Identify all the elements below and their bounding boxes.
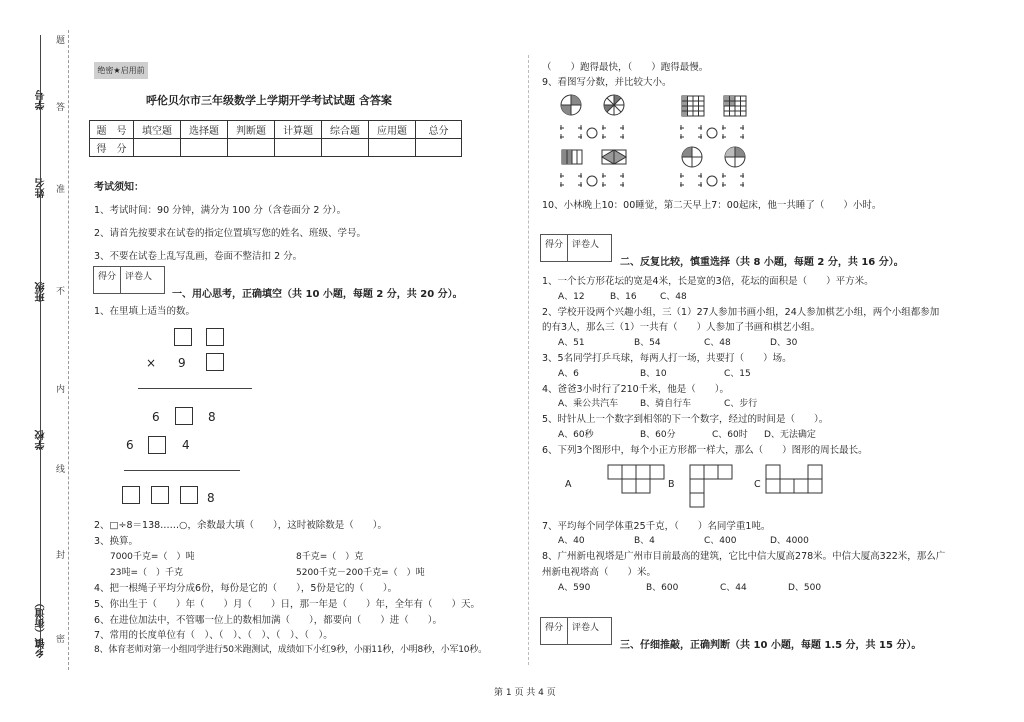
fraction-circle-2 — [604, 95, 624, 115]
score-row-label: 得 分 — [90, 139, 134, 157]
fraction-rect-1 — [562, 150, 582, 164]
scorer-score-label: 得分 — [94, 267, 121, 293]
s2-q8-opt-a: A、590 — [558, 583, 591, 593]
section3-title: 三、仔细推敲，正确判断（共 10 小题，每题 1.5 分，共 15 分）。 — [620, 640, 922, 651]
digit-6b: 6 — [126, 438, 134, 452]
score-table — [89, 120, 462, 157]
score-h0: 题 号 — [90, 121, 134, 139]
s2-q1-opt-c: C、48 — [660, 292, 687, 302]
shape-b — [690, 465, 732, 507]
s2-q2-opt-a: A、51 — [558, 338, 585, 348]
shape-a — [608, 465, 664, 493]
column-divider — [528, 55, 529, 665]
score-cell[interactable] — [134, 139, 181, 157]
scorer-box-2 — [540, 234, 612, 262]
s1-q7: 7、常用的长度单位有（ ）、（ ）、（ ）、（ ）、（ ）。 — [94, 630, 333, 641]
s2-q1-opt-a: A、12 — [558, 292, 585, 302]
s1-q1: 1、在里填上适当的数。 — [94, 306, 196, 317]
margin-town: 乡镇（街道） — [36, 598, 47, 658]
s2-q8a: 8、广州新电视塔是广州市目前最高的建筑，它比中信大厦高278米。中信大厦高322米，那么广 — [542, 551, 946, 562]
fraction-circle-3 — [682, 147, 702, 167]
shape-label-c: C — [754, 479, 761, 490]
s2-q8b: 州新电视塔高（ ）米。 — [542, 567, 657, 578]
confidential-badge: 绝密★启用前 — [94, 62, 148, 79]
notice-item-3: 3、不要在试卷上乱写乱画，卷面不整洁扣 2 分。 — [94, 251, 303, 262]
calc-line — [124, 470, 240, 471]
s1-q4: 4、把一根绳子平均分成6份，每份是它的（ ），5份是它的（ ）。 — [94, 583, 398, 594]
scorer-grader-label: 评卷人 — [572, 240, 600, 250]
digit-6a: 6 — [152, 410, 160, 424]
mult-sign: × — [146, 356, 157, 370]
scorer-box-3 — [540, 617, 612, 645]
scorer-grader-label: 评卷人 — [572, 623, 600, 633]
s2-q5: 5、时针从上一个数字到相邻的下一个数字，经过的时间是（ ）。 — [542, 414, 829, 425]
section2-title: 二、反复比较，慎重选择（共 8 小题，每题 2 分，共 16 分）。 — [620, 257, 904, 268]
s2-q8-opt-c: C、44 — [720, 583, 747, 593]
margin-feng: 封 — [56, 551, 66, 561]
s2-q3-opt-c: C、15 — [724, 369, 751, 379]
score-h7: 总分 — [416, 121, 462, 139]
s2-q5-opt-a: A、60秒 — [558, 430, 594, 440]
margin-mi: 密 — [56, 635, 66, 645]
notice-item-2: 2、请首先按要求在试卷的指定位置填写您的姓名、班级、学号。 — [94, 228, 367, 239]
s2-q3-opt-a: A、6 — [558, 369, 579, 379]
s2-q4: 4、爸爸3小时行了210千米，他是（ ）。 — [542, 384, 729, 395]
perimeter-shapes — [600, 460, 830, 510]
score-h3: 判断题 — [228, 121, 275, 139]
margin-fill-line — [40, 35, 41, 655]
r-q10: 10、小林晚上10：00睡觉，第二天早上7：00起床，他一共睡了（ ）小时。 — [542, 200, 882, 211]
s2-q7-opt-c: C、400 — [704, 536, 737, 546]
s2-q6: 6、下列3个图形中，每个小正方形都一样大，那么（ ）图形的周长最长。 — [542, 445, 868, 456]
margin-tihao: 学号 — [36, 90, 47, 110]
score-cell[interactable] — [322, 139, 369, 157]
s2-q4-opt-c: C、步行 — [724, 399, 758, 409]
fraction-figures — [556, 94, 756, 190]
fraction-grid-1 — [682, 96, 704, 116]
margin-bu: 不 — [56, 287, 66, 297]
shape-c — [766, 465, 822, 493]
answer-box[interactable] — [122, 486, 140, 504]
s1-q2: 2、□÷8＝138……○，余数最大填（ ），这时被除数是（ ）。 — [94, 520, 387, 531]
margin-da: 答 — [56, 103, 66, 113]
answer-box[interactable] — [175, 407, 193, 425]
s1-q3: 3、换算。 — [94, 536, 139, 547]
s2-q1: 1、一个长方形花坛的宽是4米，长是宽的3倍，花坛的面积是（ ）平方米。 — [542, 276, 874, 287]
s2-q2a: 2、学校开设两个兴趣小组，三（1）27人参加书画小组，24人参加棋艺小组，两个小组都参加 — [542, 307, 940, 318]
page-footer: 第 1 页 共 4 页 — [494, 688, 556, 698]
s2-q7: 7、平均每个同学体重25千克，（ ）名同学重1吨。 — [542, 521, 771, 532]
shape-label-b: B — [668, 479, 675, 490]
s2-q1-opt-b: B、16 — [610, 292, 637, 302]
s1-c2: 8千克=（ ）克 — [296, 552, 364, 562]
s2-q8-opt-b: B、600 — [646, 583, 679, 593]
page-title: 呼伦贝尔市三年级数学上学期开学考试试题 含答案 — [146, 94, 392, 107]
scorer-score-label: 得分 — [541, 618, 568, 644]
score-h2: 选择题 — [181, 121, 228, 139]
digit-4: 4 — [182, 438, 190, 452]
scorer-score-label: 得分 — [541, 235, 568, 261]
s2-q7-opt-a: A、40 — [558, 536, 585, 546]
s2-q5-opt-c: C、60时 — [712, 430, 748, 440]
scorer-box-1 — [93, 266, 165, 294]
s2-q8-opt-d: D、500 — [788, 583, 822, 593]
score-cell[interactable] — [416, 139, 462, 157]
r-q8b: （ ）跑得最快，（ ）跑得最慢。 — [542, 62, 709, 73]
s2-q7-opt-b: B、4 — [634, 536, 655, 546]
calc-line — [138, 388, 252, 389]
answer-box[interactable] — [148, 436, 166, 454]
fraction-diamond — [602, 150, 626, 164]
s2-q2-opt-c: C、48 — [704, 338, 731, 348]
s2-q4-opt-a: A、乘公共汽车 — [558, 399, 619, 409]
digit-8b: 8 — [207, 491, 215, 505]
s2-q7-opt-d: D、4000 — [770, 536, 809, 546]
digit-8a: 8 — [208, 410, 216, 424]
fraction-brackets — [560, 125, 744, 187]
score-cell[interactable] — [275, 139, 322, 157]
section1-title: 一、用心思考，正确填空（共 10 小题，每题 2 分，共 20 分）。 — [172, 289, 463, 300]
answer-box[interactable] — [174, 328, 192, 346]
r-q9: 9、看图写分数，并比较大小。 — [542, 77, 672, 88]
shape-label-a: A — [565, 479, 572, 490]
s2-q2-opt-b: B、54 — [634, 338, 661, 348]
s2-q4-opt-b: B、骑自行车 — [640, 399, 692, 409]
fraction-circle-1 — [561, 95, 581, 115]
scorer-grader-label: 评卷人 — [125, 272, 153, 282]
s1-c4: 5200千克－200千克=（ ）吨 — [296, 568, 425, 578]
score-h5: 综合题 — [322, 121, 369, 139]
notice-title: 考试须知： — [94, 182, 144, 193]
margin-school: 学校 — [36, 430, 47, 450]
fraction-grid-2 — [724, 96, 746, 116]
s1-q6: 6、在进位加法中，不管哪一位上的数相加满（ ），都要向（ ）进（ ）。 — [94, 615, 443, 626]
s2-q5-opt-b: B、60分 — [640, 430, 676, 440]
notice-item-1: 1、考试时间：90 分钟，满分为 100 分（含卷面分 2 分）。 — [94, 205, 347, 216]
s2-q2-opt-d: D、30 — [770, 338, 798, 348]
score-cell[interactable] — [228, 139, 275, 157]
fraction-circle-4 — [725, 147, 745, 167]
s1-q8: 8、体育老师对第一小组同学进行50米跑测试，成绩如下小红9秒，小丽11秒，小明8秒，小军10秒。 — [94, 645, 487, 655]
margin-nei: 内 — [56, 385, 66, 395]
answer-box[interactable] — [206, 328, 224, 346]
score-cell[interactable] — [369, 139, 416, 157]
binding-line — [68, 30, 69, 670]
s1-c3: 23吨=（ ）千克 — [110, 568, 183, 578]
score-h4: 计算题 — [275, 121, 322, 139]
margin-xian: 线 — [56, 465, 66, 475]
s2-q2b: 的有3人，那么三（1）一共有（ ）人参加了书画和棋艺小组。 — [542, 322, 821, 333]
s2-q5-opt-d: D、无法确定 — [764, 430, 816, 440]
score-h6: 应用题 — [369, 121, 416, 139]
s2-q3-opt-b: B、10 — [640, 369, 667, 379]
s1-c1: 7000千克=（ ）吨 — [110, 552, 195, 562]
digit-9: 9 — [178, 356, 186, 370]
margin-class: 班级 — [36, 282, 47, 302]
s1-q5: 5、你出生于（ ）年（ ）月（ ）日，那一年是（ ）年，全年有（ ）天。 — [94, 599, 481, 610]
margin-name: 姓名 — [36, 178, 47, 198]
answer-box[interactable] — [206, 353, 224, 371]
margin-ti: 题 — [56, 36, 66, 46]
answer-box[interactable] — [151, 486, 169, 504]
margin-zhun: 准 — [56, 185, 66, 195]
score-h1: 填空题 — [134, 121, 181, 139]
score-cell[interactable] — [181, 139, 228, 157]
s2-q3: 3、5名同学打乒乓球，每两人打一场，共要打（ ）场。 — [542, 353, 792, 364]
answer-box[interactable] — [180, 486, 198, 504]
